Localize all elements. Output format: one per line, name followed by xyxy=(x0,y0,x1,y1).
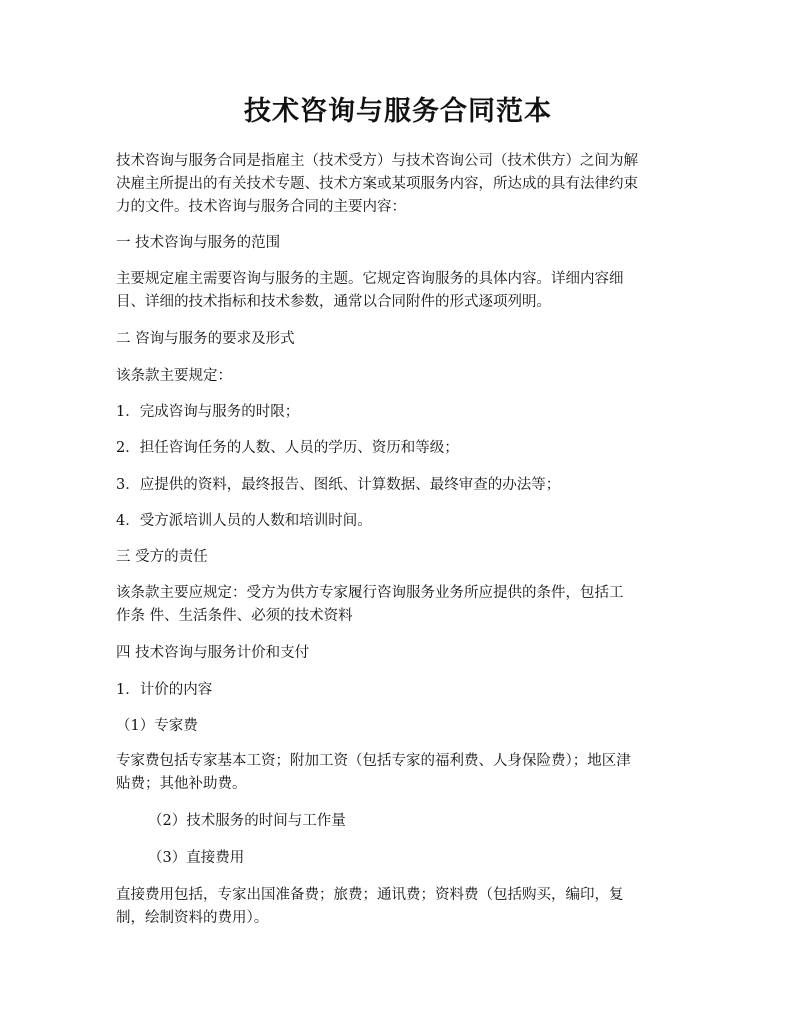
list-item: （1）专家费 xyxy=(116,718,198,734)
paragraph-line: 作条 件、生活条件、必须的技术资料 xyxy=(116,608,353,624)
subsection-heading: 1．计价的内容 xyxy=(116,682,213,698)
list-item: 2．担任咨询任务的人数、人员的学历、资历和等级； xyxy=(116,440,459,456)
list-item: （2）技术服务的时间与工作量 xyxy=(148,813,346,829)
list-item: 3．应提供的资料，最终报告、图纸、计算数据、最终审查的办法等； xyxy=(116,477,561,493)
paragraph-line: 制，绘制资料的费用）。 xyxy=(116,910,269,926)
section-heading: 四 技术咨询与服务计价和支付 xyxy=(116,645,310,661)
paragraph-line: 主要规定雇主需要咨询与服务的主题。它规定咨询服务的具体内容。详细内容细 xyxy=(116,271,624,287)
intro-line: 力的文件。技术咨询与服务合同的主要内容： xyxy=(116,199,406,215)
intro-line: 决雇主所提出的有关技术专题、技术方案或某项服务内容，所达成的具有法律约束 xyxy=(116,176,638,192)
section-heading: 三 受方的责任 xyxy=(116,549,208,565)
paragraph-line: 该条款主要规定： xyxy=(116,368,232,384)
section-heading: 二 咨询与服务的要求及形式 xyxy=(116,331,295,347)
paragraph-line: 直接费用包括，专家出国准备费；旅费；通讯费；资料费（包括购买，编印，复 xyxy=(116,887,624,903)
paragraph-line: 专家费包括专家基本工资；附加工资（包括专家的福利费、人身保险费）；地区津 xyxy=(116,753,631,769)
intro-line: 技术咨询与服务合同是指雇主（技术受方）与技术咨询公司（技术供方）之间为解 xyxy=(116,153,638,169)
list-item: 1．完成咨询与服务的时限； xyxy=(116,404,300,420)
page-title: 技术咨询与服务合同范本 xyxy=(244,96,552,127)
paragraph-line: 该条款主要应规定：受方为供方专家履行咨询服务业务所应提供的条件，包括工 xyxy=(116,585,624,601)
paragraph-line: 贴费；其他补助费。 xyxy=(116,776,247,792)
list-item: （3）直接费用 xyxy=(148,850,245,866)
paragraph-line: 目、详细的技术指标和技术参数，通常以合同附件的形式逐项列明。 xyxy=(116,294,551,310)
section-heading: 一 技术咨询与服务的范围 xyxy=(116,235,281,251)
list-item: 4．受方派培训人员的人数和培训时间。 xyxy=(116,513,372,529)
